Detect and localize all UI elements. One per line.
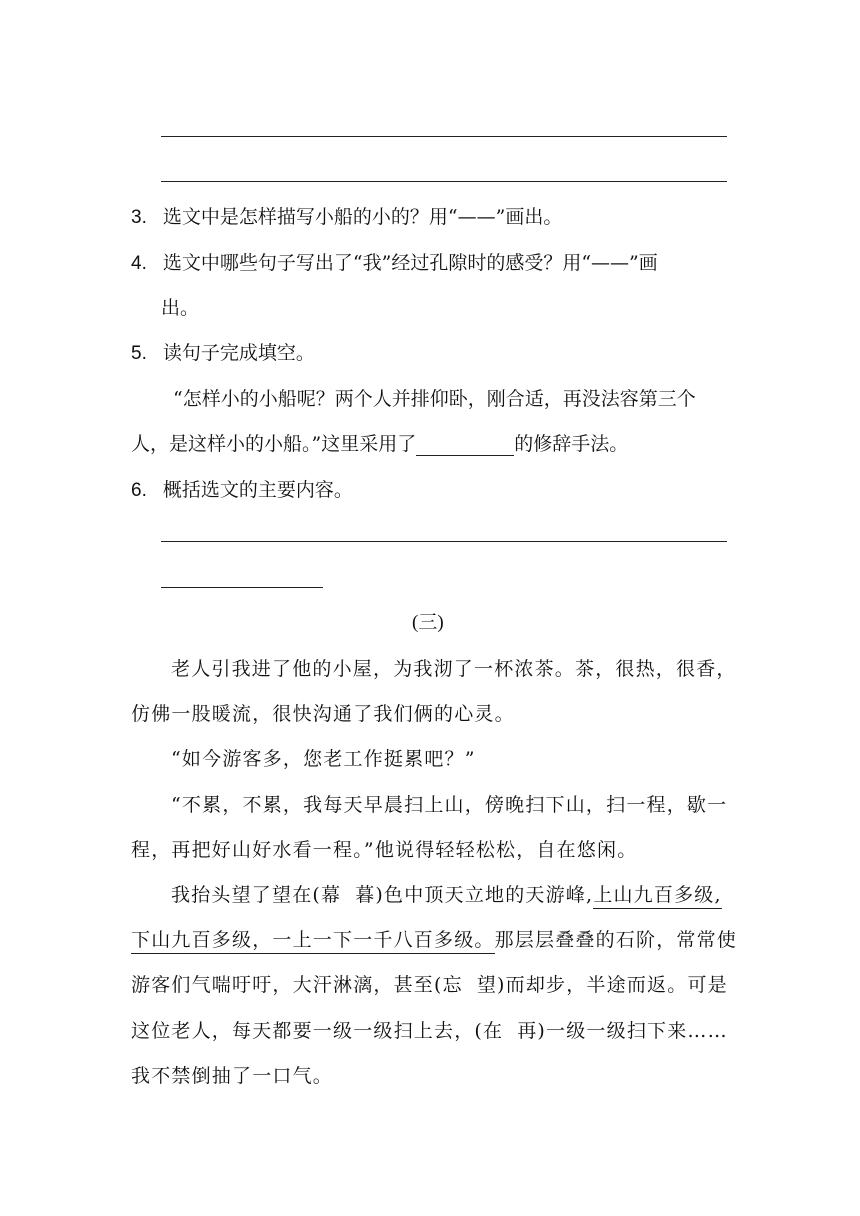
quote-line <box>131 432 628 456</box>
question-text: 概括选文的主要内容。 <box>162 479 353 501</box>
passage-text: 那层层叠叠的石阶，常常使 <box>494 929 738 951</box>
question-number: 6. <box>131 480 147 501</box>
question-number: 4. <box>131 253 147 274</box>
question-text: 选文中哪些句子写出了“我”经过孔隙时的感受？用“——”画 <box>162 252 658 274</box>
underlined-sentence: 下山九百多级，一上一下一千八百多级。 <box>131 929 495 954</box>
question-3 <box>131 205 562 230</box>
quote-text: 的修辞手法。 <box>514 433 629 455</box>
question-4 <box>131 251 658 276</box>
question-6 <box>131 478 353 503</box>
answer-line <box>161 541 727 542</box>
question-text: 选文中是怎样描写小船的小的？用“——”画出。 <box>162 206 563 228</box>
passage-text: 暮)色中顶天立地的天游峰, <box>355 884 594 906</box>
passage-text: 再)一级一级扫下来…… <box>517 1020 728 1042</box>
passage-text: 我抬头望了望在(幕 <box>171 884 342 906</box>
passage-line: “不累，不累，我每天早晨扫上山，傍晚扫下山，扫一程，歇一 <box>171 794 728 816</box>
passage-line <box>131 928 737 952</box>
passage-line: “如今游客多，您老工作挺累吧？” <box>171 748 476 770</box>
passage-line: 仿佛一股暖流，很快沟通了我们俩的心灵。 <box>131 703 515 725</box>
passage-line <box>171 883 722 907</box>
passage-text: 游客们气喘吁吁，大汗淋漓，甚至(忘 <box>131 974 463 996</box>
underlined-sentence: 上山九百多级, <box>593 884 721 909</box>
question-number: 3. <box>131 207 147 228</box>
section-title: (三) <box>412 612 444 633</box>
question-5 <box>131 341 315 366</box>
question-number: 5. <box>131 343 147 364</box>
passage-line: 我不禁倒抽了一口气。 <box>131 1065 334 1087</box>
question-text: 读句子完成填空。 <box>162 342 315 364</box>
answer-line <box>161 136 727 137</box>
quote-line: “怎样小的小船呢？两个人并排仰卧，刚合适，再没法容第三个 <box>173 388 696 410</box>
answer-line <box>161 587 323 588</box>
passage-line: 程，再把好山好水看一程。”他说得轻轻松松，自在悠闲。 <box>131 839 638 861</box>
answer-line <box>161 181 727 182</box>
fill-in-blank[interactable] <box>416 435 514 456</box>
passage-line: 老人引我进了他的小屋，为我沏了一杯浓茶。茶，很热，很香， <box>171 658 737 680</box>
passage-line <box>131 1019 728 1043</box>
quote-text: 人，是这样小的小船。”这里采用了 <box>131 433 417 455</box>
passage-text: 这位老人，每天都要一级一级扫上去，(在 <box>131 1020 504 1042</box>
question-4-continued: 出。 <box>161 297 200 319</box>
passage-line <box>131 973 728 997</box>
passage-text: 望)而却步，半途而返。可是 <box>476 974 728 996</box>
